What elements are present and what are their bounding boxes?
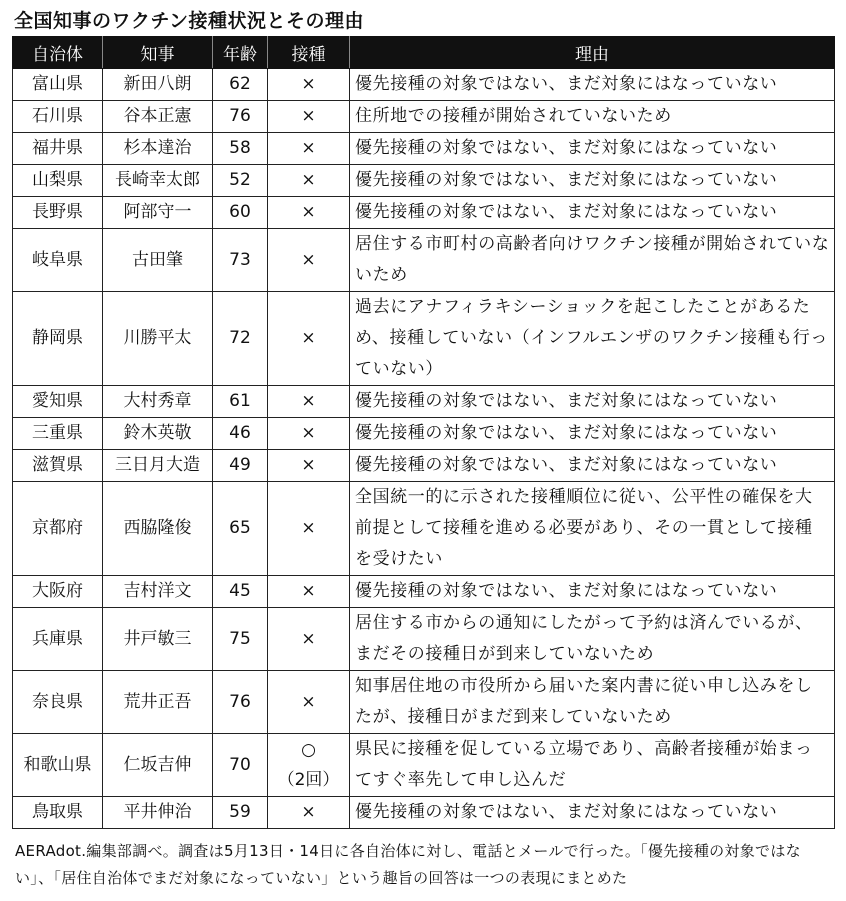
prefecture-cell: 滋賀県 — [13, 450, 103, 482]
prefecture-cell: 福井県 — [13, 133, 103, 165]
governor-cell: 杉本達治 — [103, 133, 213, 165]
vaccination-cell: × — [268, 671, 350, 734]
reason-cell: 優先接種の対象ではない、まだ対象にはなっていない — [350, 197, 835, 229]
page-title: 全国知事のワクチン接種状況とその理由 — [14, 10, 365, 32]
prefecture-cell: 和歌山県 — [13, 734, 103, 797]
prefecture-cell: 奈良県 — [13, 671, 103, 734]
prefecture-cell: 大阪府 — [13, 576, 103, 608]
vaccination-cell: × — [268, 292, 350, 386]
table-row — [13, 482, 835, 576]
table-row — [13, 576, 835, 608]
table-row — [13, 197, 835, 229]
table-row — [13, 734, 835, 797]
vaccination-cell: × — [268, 133, 350, 165]
table-row — [13, 386, 835, 418]
prefecture-cell: 長野県 — [13, 197, 103, 229]
governor-cell: 長崎幸太郎 — [103, 165, 213, 197]
vaccination-cell: × — [268, 797, 350, 829]
reason-cell: 居住する市町村の高齢者向けワクチン接種が開始されていないため — [350, 229, 835, 292]
vaccination-cell: × — [268, 165, 350, 197]
governor-cell: 阿部守一 — [103, 197, 213, 229]
vaccination-cell: × — [268, 101, 350, 133]
age-cell: 72 — [213, 292, 268, 386]
table-header-row — [13, 37, 835, 69]
age-cell: 76 — [213, 101, 268, 133]
vaccination-cell: × — [268, 450, 350, 482]
table-row — [13, 418, 835, 450]
governor-cell: 大村秀章 — [103, 386, 213, 418]
governor-vaccination-table — [12, 36, 835, 829]
table-body — [13, 69, 835, 829]
reason-cell: 優先接種の対象ではない、まだ対象にはなっていない — [350, 133, 835, 165]
header-age: 年齢 — [213, 37, 268, 69]
age-cell: 65 — [213, 482, 268, 576]
governor-cell: 仁坂吉伸 — [103, 734, 213, 797]
table-row — [13, 165, 835, 197]
governor-cell: 古田肇 — [103, 229, 213, 292]
prefecture-cell: 兵庫県 — [13, 608, 103, 671]
reason-cell: 過去にアナフィラキシーショックを起こしたことがあるため、接種していない（インフルエンザのワクチン接種も行っていない） — [350, 292, 835, 386]
table-row — [13, 101, 835, 133]
prefecture-cell: 京都府 — [13, 482, 103, 576]
governor-cell: 谷本正憲 — [103, 101, 213, 133]
age-cell: 70 — [213, 734, 268, 797]
age-cell: 45 — [213, 576, 268, 608]
age-cell: 58 — [213, 133, 268, 165]
governor-cell: 鈴木英敬 — [103, 418, 213, 450]
table-row — [13, 608, 835, 671]
vaccination-cell: × — [268, 608, 350, 671]
vaccination-cell: × — [268, 197, 350, 229]
vaccination-cell: × — [268, 482, 350, 576]
reason-cell: 住所地での接種が開始されていないため — [350, 101, 835, 133]
reason-cell: 居住する市からの通知にしたがって予約は済んでいるが、まだその接種日が到来していないため — [350, 608, 835, 671]
reason-cell: 優先接種の対象ではない、まだ対象にはなっていない — [350, 165, 835, 197]
table-row — [13, 671, 835, 734]
vaccination-cell: × — [268, 386, 350, 418]
age-cell: 75 — [213, 608, 268, 671]
governor-cell: 西脇隆俊 — [103, 482, 213, 576]
prefecture-cell: 山梨県 — [13, 165, 103, 197]
vaccination-mark: ○ — [301, 740, 316, 760]
vaccination-cell: × — [268, 418, 350, 450]
header-governor: 知事 — [103, 37, 213, 69]
header-prefecture: 自治体 — [13, 37, 103, 69]
prefecture-cell: 三重県 — [13, 418, 103, 450]
age-cell: 52 — [213, 165, 268, 197]
governor-cell: 井戸敏三 — [103, 608, 213, 671]
table-row — [13, 133, 835, 165]
governor-cell: 川勝平太 — [103, 292, 213, 386]
age-cell: 73 — [213, 229, 268, 292]
prefecture-cell: 石川県 — [13, 101, 103, 133]
reason-cell: 優先接種の対象ではない、まだ対象にはなっていない — [350, 418, 835, 450]
prefecture-cell: 愛知県 — [13, 386, 103, 418]
reason-cell: 知事居住地の市役所から届いた案内書に従い申し込みをしたが、接種日がまだ到来していないため — [350, 671, 835, 734]
prefecture-cell: 静岡県 — [13, 292, 103, 386]
table-row — [13, 450, 835, 482]
age-cell: 46 — [213, 418, 268, 450]
age-cell: 61 — [213, 386, 268, 418]
table-row — [13, 69, 835, 101]
vaccination-cell: × — [268, 69, 350, 101]
age-cell: 62 — [213, 69, 268, 101]
age-cell: 76 — [213, 671, 268, 734]
reason-cell: 優先接種の対象ではない、まだ対象にはなっていない — [350, 797, 835, 829]
prefecture-cell: 富山県 — [13, 69, 103, 101]
table-row — [13, 292, 835, 386]
reason-cell: 優先接種の対象ではない、まだ対象にはなっていない — [350, 386, 835, 418]
governor-cell: 平井伸治 — [103, 797, 213, 829]
governor-cell: 新田八朗 — [103, 69, 213, 101]
age-cell: 49 — [213, 450, 268, 482]
prefecture-cell: 鳥取県 — [13, 797, 103, 829]
reason-cell: 県民に接種を促している立場であり、高齢者接種が始まってすぐ率先して申し込んだ — [350, 734, 835, 797]
reason-cell: 優先接種の対象ではない、まだ対象にはなっていない — [350, 69, 835, 101]
governor-cell: 三日月大造 — [103, 450, 213, 482]
table-row — [13, 797, 835, 829]
table-row — [13, 229, 835, 292]
age-cell: 59 — [213, 797, 268, 829]
vaccination-count: （2回） — [277, 770, 340, 790]
reason-cell: 全国統一的に示された接種順位に従い、公平性の確保を大前提として接種を進める必要があり、その一貫として接種を受けたい — [350, 482, 835, 576]
vaccination-cell — [268, 734, 350, 797]
footnote: AERAdot.編集部調べ。調査は5月13日・14日に各自治体に対し、電話とメールで行った。「優先接種の対象ではない」、「居住自治体でまだ対象になっていない」という趣旨の回答は一つの表現にまとめた — [15, 842, 801, 887]
age-cell: 60 — [213, 197, 268, 229]
header-vaccination: 接種 — [268, 37, 350, 69]
reason-cell: 優先接種の対象ではない、まだ対象にはなっていない — [350, 576, 835, 608]
header-reason: 理由 — [350, 37, 835, 69]
governor-cell: 吉村洋文 — [103, 576, 213, 608]
vaccination-cell: × — [268, 229, 350, 292]
vaccination-cell: × — [268, 576, 350, 608]
reason-cell: 優先接種の対象ではない、まだ対象にはなっていない — [350, 450, 835, 482]
governor-cell: 荒井正吾 — [103, 671, 213, 734]
prefecture-cell: 岐阜県 — [13, 229, 103, 292]
